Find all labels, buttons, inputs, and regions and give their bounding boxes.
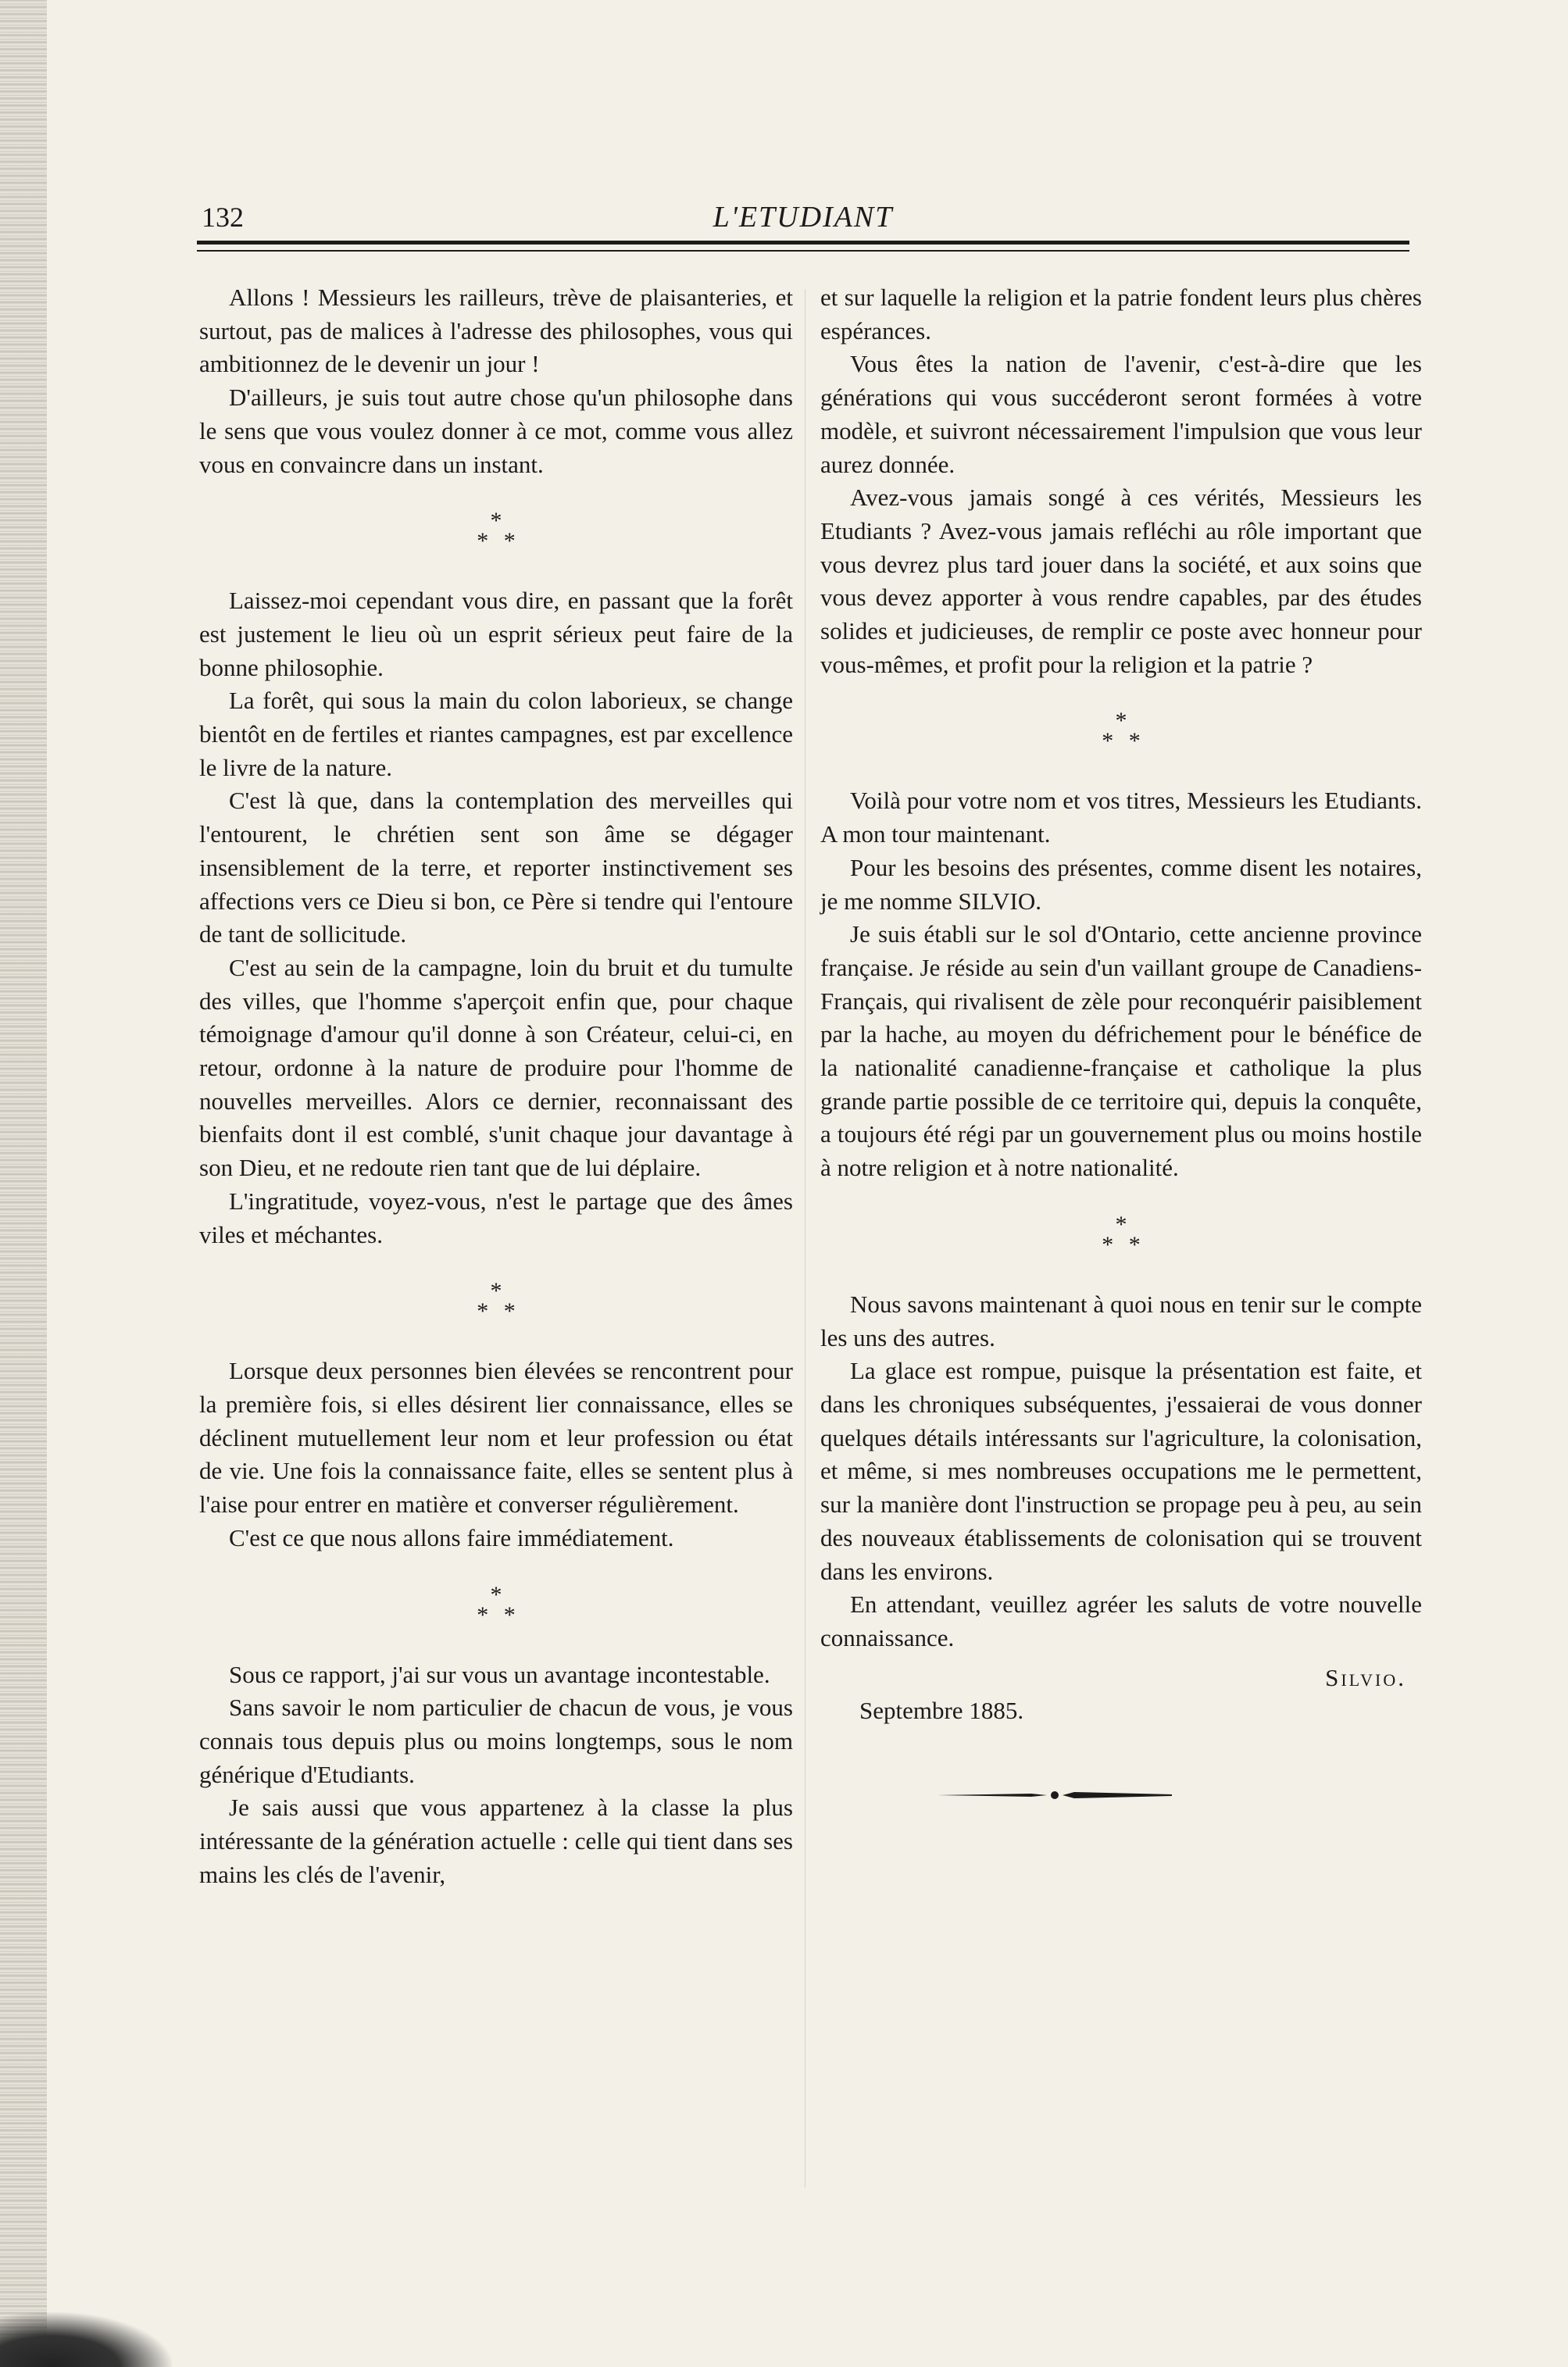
paragraph: Voilà pour votre nom et vos titres, Messieurs les Etudiants. A mon tour maintenant. (820, 787, 1422, 848)
running-title: L'ETUDIANT (713, 201, 894, 234)
asterism-top: * (490, 508, 502, 534)
paragraph: L'ingratitude, voyez-vous, n'est le partage que des âmes viles et méchantes. (199, 1187, 793, 1248)
author-signature: Silvio. (1325, 1663, 1406, 1691)
paragraph: et sur laquelle la religion et la patrie fondent leurs plus chères espérances. (820, 284, 1422, 345)
asterism-top: * (1115, 708, 1127, 734)
section-break-asterism (820, 708, 1422, 755)
header-rule-thin (197, 250, 1409, 252)
paragraph: La glace est rompue, puisque la présentation est faite, et dans les chroniques subséquentes, j'essaierai de vous donner quelques détails intéressants sur l'agriculture, la colonisation, et même, si mes nombreuses occupations me le permettent, sur la manière dont l'instruction se propage peu à peu, au sein des nouveaux établissements de colonisation qui se trouvent dans les environs. (820, 1357, 1422, 1585)
paragraph: En attendant, veuillez agréer les saluts de votre nouvelle connaissance. (820, 1590, 1422, 1651)
header-rule-thick (197, 241, 1409, 245)
asterism-bottom: * * (477, 1601, 516, 1628)
paragraph: C'est ce que nous allons faire immédiatement. (229, 1523, 674, 1551)
asterism-top: * (1115, 1211, 1127, 1237)
right-column (820, 281, 1422, 1806)
section-break-asterism (199, 508, 793, 555)
paragraph: Sans savoir le nom particulier de chacun de vous, je vous connais tous depuis plus ou moins longtemps, sous le nom générique d'Etudiants. (199, 1694, 793, 1788)
paragraph: Je suis établi sur le sol d'Ontario, cette ancienne province française. Je réside au sein d'un vaillant groupe de Canadiens-Français, qui rivalisent de zèle pour reconquérir paisiblement par la hache, au moyen du défrichement pour le bénéfice de la nationalité canadienne-française et catholique la plus grande partie possible de ce territoire qui, depuis la conquête, a toujours été régi par un gouvernement plus ou moins hostile à notre religion et à notre nationalité. (820, 920, 1422, 1182)
paragraph: Sous ce rapport, j'ai sur vous un avantage incontestable. (229, 1660, 770, 1688)
closing-ornament (938, 1783, 1172, 1806)
asterism-bottom: * * (1102, 1231, 1141, 1258)
paragraph: C'est là que, dans la contemplation des merveilles qui l'entourent, le chrétien sent son âme se dégager insensiblement de la terre, et reporter instinctivement ses affections vers ce Dieu si bon, ce Père si tendre qui l'entoure de tant de sollicitude. (199, 787, 793, 948)
page-header (202, 195, 1405, 242)
dateline: Septembre 1885. (859, 1697, 1024, 1725)
paragraph: Vous êtes la nation de l'avenir, c'est-à-dire que les générations qui vous succéderont seront formées à votre modèle, et suivront nécessairement l'impulsion que vous leur aurez donnée. (820, 350, 1422, 478)
left-column (199, 281, 793, 1891)
asterism-top: * (490, 1278, 502, 1305)
scan-blot (0, 2312, 172, 2367)
paragraph: Je sais aussi que vous appartenez à la classe la plus intéressante de la génération actuelle : celle qui tient dans ses mains les clés de l'avenir, (199, 1794, 793, 1888)
paragraph: D'ailleurs, je suis tout autre chose qu'un philosophe dans le sens que vous voulez donner à ce mot, comme vous allez vous en convaincre dans un instant. (199, 384, 793, 478)
page-number: 132 (202, 202, 244, 233)
asterism-bottom: * * (477, 528, 516, 555)
paragraph: C'est au sein de la campagne, loin du bruit et du tumulte des villes, que l'homme s'aperçoit enfin que, pour chaque témoignage d'amour qu'il donne à son Créateur, celui-ci, en retour, ordonne à la nature de produire pour l'homme de nouvelles merveilles. Alors ce dernier, reconnaissant des bienfaits dont il est comblé, s'unit chaque jour davantage à son Dieu, et ne redoute rien tant que de lui déplaire. (199, 953, 793, 1182)
asterism-top: * (490, 1581, 502, 1608)
section-break-asterism (199, 1278, 793, 1325)
scan-edge (0, 0, 47, 2367)
paragraph: Allons ! Messieurs les railleurs, trève de plaisanteries, et surtout, pas de malices à l'adresse des philosophes, vous qui ambitionnez de le devenir un jour ! (199, 284, 793, 378)
paragraph: Pour les besoins des présentes, comme disent les notaires, je me nomme SILVIO. (820, 853, 1422, 915)
paragraph: Laissez-moi cependant vous dire, en passant que la forêt est justement le lieu où un esprit sérieux peut faire de la bonne philosophie. (199, 587, 793, 681)
paragraph: La forêt, qui sous la main du colon laborieux, se change bientôt en de fertiles et riantes campagnes, est par excellence le livre de la nature. (199, 687, 793, 781)
paragraph: Lorsque deux personnes bien élevées se rencontrent pour la première fois, si elles désirent lier connaissance, elles se déclinent mutuellement leur nom et leur profession ou état de vie. Une fois la connaissance faite, elles se sentent plus à l'aise pour entrer en matière et converser régulièrement. (199, 1357, 793, 1519)
asterism-bottom: * * (477, 1298, 516, 1325)
paragraph: Avez-vous jamais songé à ces vérités, Messieurs les Etudiants ? Avez-vous jamais refléchi au rôle important que vous devrez plus tard jouer dans la société, et aux soins que vous devez apporter à vous rendre capables, par des études solides et judicieuses, de remplir ce poste avec honneur pour vous-mêmes, et profit pour la religion et la patrie ? (820, 484, 1422, 678)
section-break-asterism (199, 1581, 793, 1628)
paragraph: Nous savons maintenant à quoi nous en tenir sur le compte les uns des autres. (820, 1290, 1422, 1351)
asterism-bottom: * * (1102, 728, 1141, 755)
section-break-asterism (820, 1211, 1422, 1258)
